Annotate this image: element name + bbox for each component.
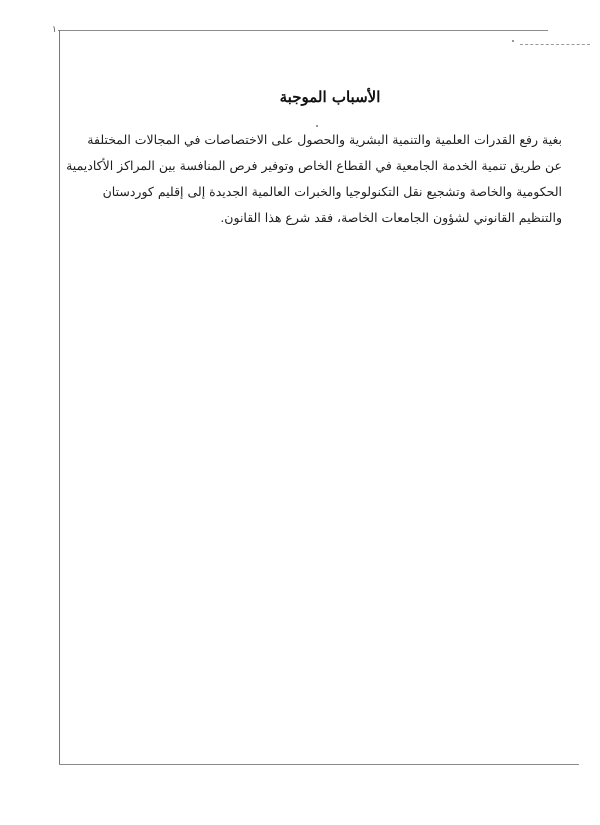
paragraph-line: بغية رفع القدرات العلمية والتنمية البشرية والحصول على الاختصاصات في المجالات المختلفة	[87, 132, 562, 147]
body-paragraph	[66, 127, 562, 231]
scan-speck	[512, 40, 514, 42]
page-border-top	[58, 30, 548, 31]
document-title: الأسباب الموجبة	[279, 88, 381, 106]
paragraph-line: والتنظيم القانوني لشؤون الجامعات الخاصة، فقد شرع هذا القانون.	[220, 210, 562, 225]
paragraph-line: عن طريق تنمية الخدمة الجامعية في القطاع الخاص وتوفير فرص المنافسة بين المراكز الأكاديمية	[66, 158, 562, 173]
page-border-bottom	[59, 764, 579, 765]
page-border-left	[59, 30, 60, 765]
page-corner-mark: ١	[52, 25, 57, 35]
scan-speck	[316, 125, 318, 127]
page-border-top-dashed	[520, 44, 590, 45]
paragraph-line: الحكومية والخاصة وتشجيع نقل التكنولوجيا والخبرات العالمية الجديدة إلى إقليم كوردستان	[102, 184, 562, 199]
